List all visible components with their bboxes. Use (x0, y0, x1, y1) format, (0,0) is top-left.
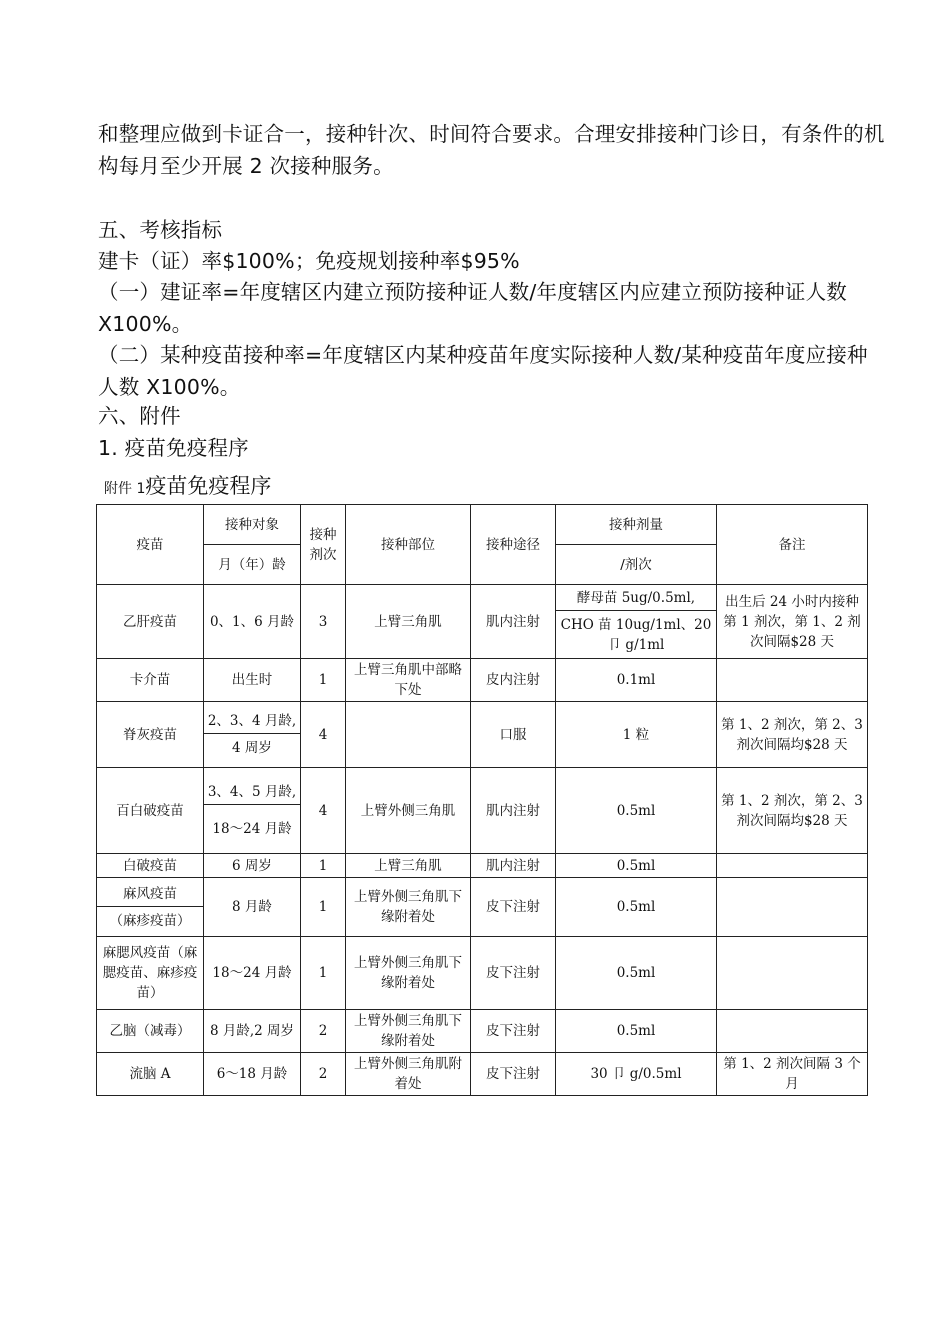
dose-cho: CHO 苗 10ug/1ml、20 卩 g/1ml (556, 610, 716, 655)
header-route: 接种途径 (471, 505, 556, 585)
paragraph-vaccination-rate: （二）某种疫苗接种率=年度辖区内某种疫苗年度实际接种人数/某种疫苗年度应接种人数 X100%。 (98, 343, 868, 399)
cell-vaccine: 白破疫苗 (97, 854, 204, 878)
cell-site: 上臂外侧三角肌 (346, 768, 471, 854)
header-doses: 接种剂次 (301, 505, 346, 585)
cell-doses: 2 (301, 1053, 346, 1096)
cell-vaccine: 卡介苗 (97, 659, 204, 702)
header-target: 接种对象 (204, 505, 301, 545)
cell-vaccine: 乙脑（减毒） (97, 1010, 204, 1053)
cell-note: 第 1、2 剂次，第 2、3 剂次间隔均$28 天 (717, 702, 868, 768)
cell-note: 第 1、2 剂次间隔 3 个月 (717, 1053, 868, 1096)
target-primary: 3、4、5 月龄, (207, 784, 297, 800)
cell-site: 上臂外侧三角肌附着处 (346, 1053, 471, 1096)
cell-site: 上臂三角肌 (346, 585, 471, 659)
cell-note (717, 854, 868, 878)
vaccine-alt-name: （麻疹疫苗） (97, 906, 203, 931)
cell-vaccine: 脊灰疫苗 (97, 702, 204, 768)
caption-prefix: 附件 1 (104, 481, 146, 497)
cell-route: 皮内注射 (471, 659, 556, 702)
cell-note (717, 878, 868, 937)
cell-dose: 30 卩 g/0.5ml (556, 1053, 717, 1096)
cell-target (204, 768, 301, 854)
paragraph-rates: 建卡（证）率$100%；免疫规划接种率$95% (98, 249, 520, 273)
table-row (97, 768, 868, 854)
header-dose-per: /剂次 (556, 545, 717, 585)
header-note: 备注 (717, 505, 868, 585)
cell-target: 8 月龄 (204, 878, 301, 937)
cell-site: 上臂三角肌 (346, 854, 471, 878)
cell-vaccine: 乙肝疫苗 (97, 585, 204, 659)
cell-route: 皮下注射 (471, 937, 556, 1010)
cell-doses: 4 (301, 702, 346, 768)
cell-dose (556, 585, 717, 659)
cell-vaccine (97, 878, 204, 937)
header-vaccine: 疫苗 (97, 505, 204, 585)
vaccine-name: 麻风疫苗 (123, 885, 177, 902)
table-row (97, 659, 868, 702)
cell-doses: 1 (301, 659, 346, 702)
cell-doses: 1 (301, 878, 346, 937)
cell-route: 肌内注射 (471, 854, 556, 878)
cell-vaccine: 流脑 A (97, 1053, 204, 1096)
cell-site: 上臂外侧三角肌下缘附着处 (346, 1010, 471, 1053)
table-caption (104, 470, 271, 500)
cell-vaccine: 百白破疫苗 (97, 768, 204, 854)
header-target-age: 月（年）龄 (204, 545, 301, 585)
cell-dose: 0.5ml (556, 854, 717, 878)
caption-title: 疫苗免疫程序 (145, 474, 272, 498)
cell-note (717, 937, 868, 1010)
cell-route: 口服 (471, 702, 556, 768)
dose-yeast: 酵母苗 5ug/0.5ml, (576, 590, 696, 606)
cell-route: 皮下注射 (471, 1010, 556, 1053)
heading-attachments: 六、附件 (98, 404, 181, 428)
cell-dose: 0.5ml (556, 1010, 717, 1053)
cell-target: 6 周岁 (204, 854, 301, 878)
table-row (97, 1010, 868, 1053)
cell-target (204, 702, 301, 768)
cell-note (717, 1010, 868, 1053)
cell-doses: 4 (301, 768, 346, 854)
cell-site (346, 702, 471, 768)
cell-route: 肌内注射 (471, 585, 556, 659)
cell-vaccine: 麻腮风疫苗（麻腮疫苗、麻疹疫苗） (97, 937, 204, 1010)
cell-note: 第 1、2 剂次，第 2、3 剂次间隔均$28 天 (717, 768, 868, 854)
cell-dose: 0.1ml (556, 659, 717, 702)
cell-note: 出生后 24 小时内接种第 1 剂次，第 1、2 剂次间隔$28 天 (717, 585, 868, 659)
cell-target: 0、1、6 月龄 (204, 585, 301, 659)
cell-dose: 0.5ml (556, 768, 717, 854)
paragraph-service-requirements: 和整理应做到卡证合一，接种针次、时间符合要求。合理安排接种门诊日，有条件的机构每月至少开展 2 次接种服务。 (98, 122, 885, 178)
table-row (97, 1053, 868, 1096)
cell-doses: 3 (301, 585, 346, 659)
immunization-schedule-table (96, 504, 868, 1096)
cell-route: 皮下注射 (471, 878, 556, 937)
cell-site: 上臂三角肌中部略下处 (346, 659, 471, 702)
cell-route: 肌内注射 (471, 768, 556, 854)
table-row (97, 585, 868, 659)
cell-doses: 2 (301, 1010, 346, 1053)
header-site: 接种部位 (346, 505, 471, 585)
cell-target: 8 月龄,2 周岁 (204, 1010, 301, 1053)
table-row (97, 854, 868, 878)
cell-doses: 1 (301, 937, 346, 1010)
cell-site: 上臂外侧三角肌下缘附着处 (346, 878, 471, 937)
heading-assessment-indicators: 五、考核指标 (98, 218, 223, 242)
cell-site: 上臂外侧三角肌下缘附着处 (346, 937, 471, 1010)
target-booster: 18〜24 月龄 (204, 804, 300, 839)
cell-dose: 0.5ml (556, 937, 717, 1010)
header-dose: 接种剂量 (556, 505, 717, 545)
cell-dose: 0.5ml (556, 878, 717, 937)
cell-note (717, 659, 868, 702)
table-row (97, 878, 868, 937)
target-primary: 2、3、4 月龄, (207, 713, 297, 729)
target-booster: 4 周岁 (204, 733, 300, 758)
table-header-row (97, 505, 868, 545)
paragraph-certificate-rate: （一）建证率=年度辖区内建立预防接种证人数/年度辖区内应建立预防接种证人数 X100%。 (98, 280, 847, 336)
cell-target: 出生时 (204, 659, 301, 702)
cell-route: 皮下注射 (471, 1053, 556, 1096)
cell-dose: 1 粒 (556, 702, 717, 768)
list-item-immunization-schedule: 1. 疫苗免疫程序 (98, 436, 249, 460)
cell-target: 6〜18 月龄 (204, 1053, 301, 1096)
table-row (97, 702, 868, 768)
table-row (97, 937, 868, 1010)
cell-doses: 1 (301, 854, 346, 878)
cell-target: 18〜24 月龄 (204, 937, 301, 1010)
